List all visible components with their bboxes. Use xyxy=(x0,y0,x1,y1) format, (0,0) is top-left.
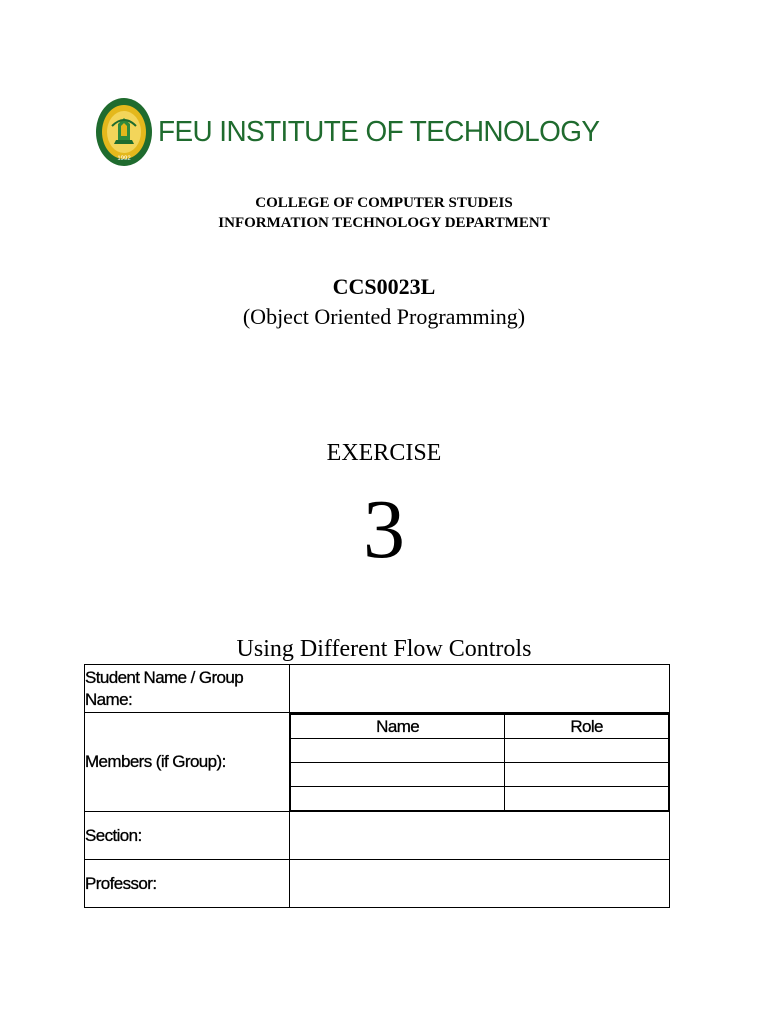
feu-seal-logo xyxy=(94,96,154,168)
members-header-row xyxy=(291,714,669,739)
professor-label: Professor: xyxy=(85,860,290,908)
college-name: COLLEGE OF COMPUTER STUDEIS xyxy=(255,195,513,211)
members-row xyxy=(85,713,670,812)
professor-field[interactable] xyxy=(290,860,670,908)
exercise-title: Using Different Flow Controls xyxy=(236,636,532,662)
member-row xyxy=(291,739,669,763)
student-name-label: Student Name / Group Name: xyxy=(85,665,290,713)
section-field[interactable] xyxy=(290,812,670,860)
exercise-label: EXERCISE xyxy=(326,440,442,466)
member-name-cell[interactable] xyxy=(291,763,505,787)
course-code: CCS0023L xyxy=(332,274,436,299)
member-name-cell[interactable] xyxy=(291,739,505,763)
college-heading xyxy=(0,193,768,233)
members-field xyxy=(290,713,670,812)
student-name-row xyxy=(85,665,670,713)
member-row xyxy=(291,787,669,811)
members-table xyxy=(290,713,669,811)
exercise-number: 3 xyxy=(363,483,405,576)
member-role-cell[interactable] xyxy=(505,739,669,763)
section-label: Section: xyxy=(85,812,290,860)
professor-row xyxy=(85,860,670,908)
institution-name: FEU INSTITUTE OF TECHNOLOGY xyxy=(158,115,600,148)
section-row xyxy=(85,812,670,860)
member-role-cell[interactable] xyxy=(505,763,669,787)
members-name-header: Name xyxy=(291,714,505,739)
member-row xyxy=(291,763,669,787)
document-header xyxy=(94,96,694,168)
student-info-table xyxy=(84,664,670,908)
members-role-header: Role xyxy=(505,714,669,739)
student-name-field[interactable] xyxy=(290,665,670,713)
course-name: (Object Oriented Programming) xyxy=(242,304,526,329)
members-label: Members (if Group): xyxy=(85,713,290,812)
department-name: INFORMATION TECHNOLOGY DEPARTMENT xyxy=(218,215,550,231)
member-name-cell[interactable] xyxy=(291,787,505,811)
svg-text:1992: 1992 xyxy=(117,156,131,162)
member-role-cell[interactable] xyxy=(505,787,669,811)
